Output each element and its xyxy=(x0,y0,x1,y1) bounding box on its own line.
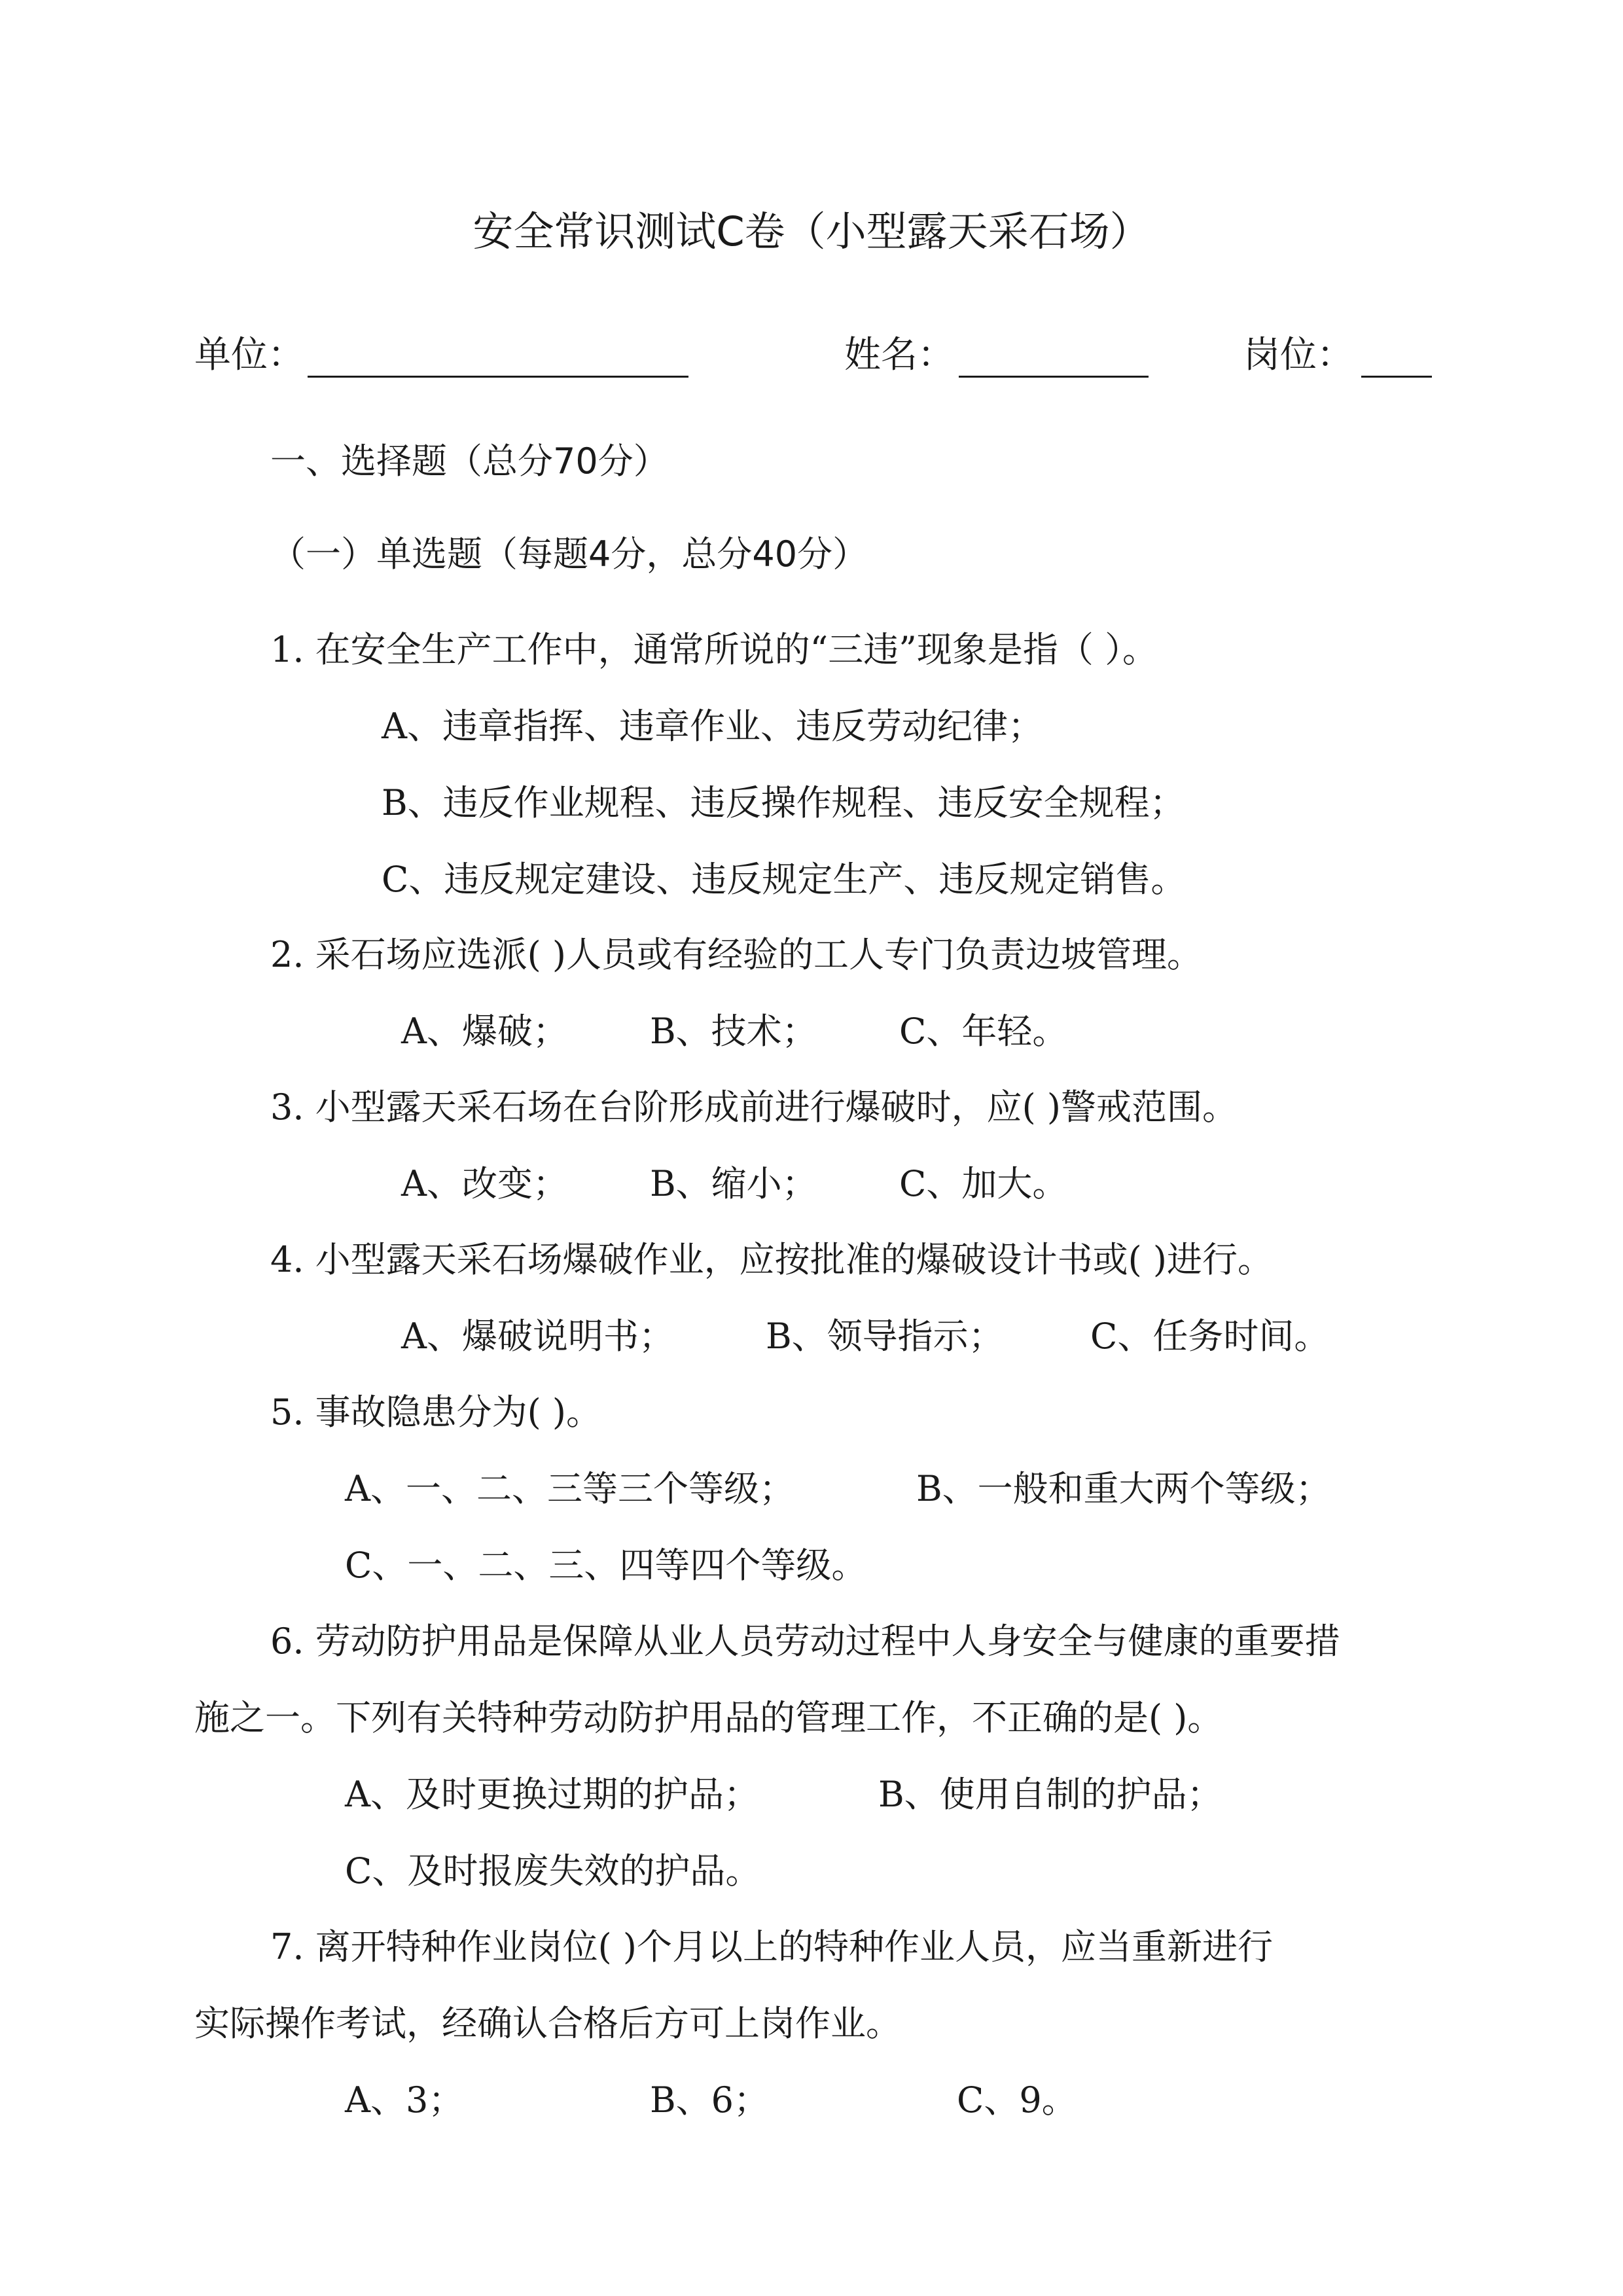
q6-option-b: B、使用自制的护品； xyxy=(878,1774,1222,1815)
q3-option-c: C、加大。 xyxy=(899,1163,1068,1204)
post-blank-line xyxy=(1361,376,1432,378)
q7-option-c: C、9。 xyxy=(957,2079,1077,2121)
post-label: 岗位： xyxy=(1243,334,1353,376)
question-7-line-1: 7. 离开特种作业岗位( )个月以上的特种作业人员，应当重新进行 xyxy=(270,1926,1273,1967)
q1-option-c: C、违反规定建设、违反规定生产、违反规定销售。 xyxy=(382,859,1186,900)
question-7-line-2: 实际操作考试，经确认合格后方可上岗作业。 xyxy=(194,2003,901,2044)
unit-label: 单位： xyxy=(194,334,304,376)
q5-option-c: C、一、二、三、四等四个等级。 xyxy=(345,1545,867,1586)
name-blank-line xyxy=(959,376,1149,378)
q6-option-a: A、及时更换过期的护品； xyxy=(345,1774,759,1815)
unit-blank-line xyxy=(308,376,688,378)
q3-option-a: A、改变； xyxy=(401,1163,568,1204)
q2-option-a: A、爆破； xyxy=(401,1011,568,1052)
q3-option-b: B、缩小； xyxy=(650,1163,817,1204)
q7-option-b: B、6； xyxy=(650,2079,770,2121)
q4-option-b: B、领导指示； xyxy=(766,1316,1004,1357)
q1-option-a: A、违章指挥、违章作业、违反劳动纪律； xyxy=(382,706,1043,747)
page-title: 安全常识测试C卷（小型露天采石场） xyxy=(473,207,1150,255)
q5-option-b: B、一般和重大两个等级； xyxy=(916,1468,1331,1509)
subsection-heading: （一）单选题（每题4分，总分40分） xyxy=(270,533,868,575)
section-heading: 一、选择题（总分70分） xyxy=(270,440,669,482)
question-3: 3. 小型露天采石场在台阶形成前进行爆破时，应( )警戒范围。 xyxy=(270,1086,1238,1128)
q5-option-a: A、一、二、三等三个等级； xyxy=(345,1468,794,1509)
question-6-line-2: 施之一。下列有关特种劳动防护用品的管理工作，不正确的是( )。 xyxy=(194,1697,1223,1738)
question-5: 5. 事故隐患分为( )。 xyxy=(270,1391,601,1433)
name-label: 姓名： xyxy=(844,334,954,376)
q6-option-c: C、及时报废失效的护品。 xyxy=(345,1850,761,1892)
question-4: 4. 小型露天采石场爆破作业，应按批准的爆破设计书或( )进行。 xyxy=(270,1239,1273,1280)
question-6-line-1: 6. 劳动防护用品是保障从业人员劳动过程中人身安全与健康的重要措 xyxy=(270,1621,1340,1662)
q2-option-c: C、年轻。 xyxy=(899,1011,1068,1052)
q2-option-b: B、技术； xyxy=(650,1011,817,1052)
q4-option-a: A、爆破说明书； xyxy=(401,1316,674,1357)
question-2: 2. 采石场应选派( )人员或有经验的工人专门负责边坡管理。 xyxy=(270,934,1202,975)
q1-option-b: B、违反作业规程、违反操作规程、违反安全规程； xyxy=(382,782,1185,823)
question-1: 1. 在安全生产工作中，通常所说的“三违”现象是指（ ）。 xyxy=(270,629,1158,670)
q7-option-a: A、3； xyxy=(345,2079,464,2121)
q4-option-c: C、任务时间。 xyxy=(1090,1316,1330,1357)
